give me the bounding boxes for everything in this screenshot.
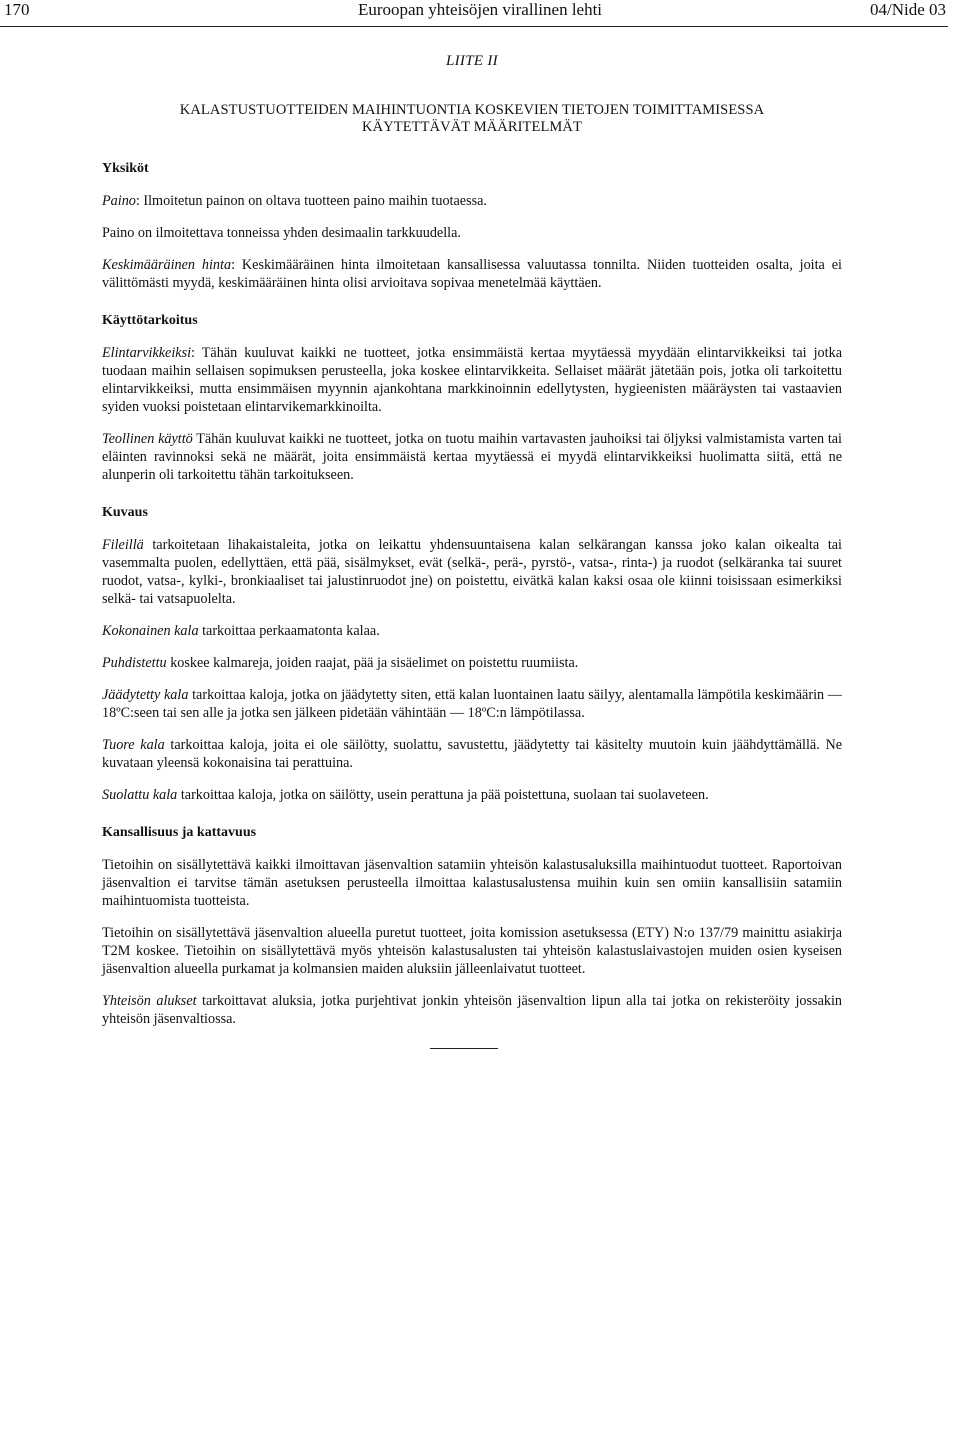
annex-label: LIITE II — [446, 53, 498, 69]
paragraph-frozen-fish — [102, 686, 842, 722]
term-industrial-use: Teollinen käyttö — [102, 431, 193, 447]
title-line-2: KÄYTETTÄVÄT MÄÄRITELMÄT — [362, 119, 582, 135]
section-heading-units: Yksiköt — [102, 161, 149, 176]
paragraph-community-vessels — [102, 992, 842, 1028]
term-salted-fish: Suolattu kala — [102, 787, 178, 803]
document-body — [102, 48, 842, 1049]
text-whole-fish: tarkoittaa perkaamatonta kalaa. — [198, 623, 380, 639]
paragraph-average-price — [102, 256, 842, 292]
journal-title: Euroopan yhteisöjen virallinen lehti — [357, 0, 603, 19]
paragraph-weight-precision: Paino on ilmoitettava tonneissa yhden desimaalin tarkkuudella. — [102, 225, 461, 241]
text-industrial-use: Tähän kuuluvat kaikki ne tuotteet, jotka on tuotu maihin vartavasten jauhoiksi tai öljyksi valmistamista varten tai eläinten ravinnoksi sekä ne määrät, joita ensimmäistä kertaa myytäessä ei myydä elintarvikkeiksi huolimatta siitä, että ne alunperin oli tarkoitettu tähän tarkoitukseen. — [102, 431, 842, 483]
document-title — [102, 102, 842, 136]
term-fillets: Fileillä — [102, 537, 144, 553]
text-salted-fish: tarkoittaa kaloja, jotka on säilötty, usein perattuna ja pää poistettuna, suolaan tai suolaveteen. — [177, 787, 709, 803]
section-heading-purpose: Käyttötarkoitus — [102, 313, 198, 328]
volume-label: 04/Nide 03 — [869, 0, 946, 19]
term-cleaned: Puhdistettu — [102, 655, 167, 671]
text-average-price: : Keskimääräinen hinta ilmoitetaan kansallisessa valuutassa tonnilta. Niiden tuotteiden osalta, joita ei välittömästi myydä, keskimääräinen hinta olisi arvioitava sopivaa menetelmää käyttäen. — [102, 257, 842, 291]
term-fresh-fish: Tuore kala — [102, 737, 165, 753]
page-header — [0, 0, 960, 40]
text-fillets: tarkoitetaan lihakaistaleita, jotka on leikattu yhdensuuntaisena kalan selkärangan kanssa joko kalan oikealta tai vasemmalta puolen, edellyttäen, että pää, sisälmykset, evät (selkä-, perä-, pyrstö-, vatsa-, rinta-) ja ruodot (selkäranka tai suuret ruodot, vatsa-, kylki-, bronkiaaliset tai jalustinruodot jne) on poistettu, eivätkä kalan kaksi osaa ole kiinni toisissaan esimerkiksi selkä- tai vatsapuolelta. — [102, 537, 842, 607]
paragraph-weight — [102, 192, 842, 210]
term-average-price: Keskimääräinen hinta — [102, 257, 232, 273]
paragraph-industrial-use — [102, 430, 842, 484]
page-number: 170 — [4, 0, 30, 19]
term-community-vessels: Yhteisön alukset — [102, 993, 197, 1009]
text-community-vessels: tarkoittavat aluksia, jotka purjehtivat jonkin yhteisön jäsenvaltion lipun alla tai jotka on rekisteröity jossakin yhteisön jäsenvaltiossa. — [102, 993, 842, 1027]
paragraph-fresh-fish — [102, 736, 842, 772]
text-cleaned: koskee kalmareja, joiden raajat, pää ja sisäelimet on poistettu ruumiista. — [166, 655, 579, 671]
end-divider — [430, 1048, 498, 1049]
paragraph-coverage-landings: Tietoihin on sisällytettävä kaikki ilmoittavan jäsenvaltion satamiin yhteisön kalastusaluksilla maihintuodut tuotteet. Raportoivan jäsenvaltion ei tarvitse tämän asetuksen perusteella ilmoittaa kalastusalustensa muihin kuin sen omiin kansallisiin satamiin maihintuomista tuotteista. — [102, 857, 842, 909]
text-food-use: : Tähän kuuluvat kaikki ne tuotteet, jotka ensimmäistä kertaa myytäessä myydään elintarvikkeiksi tai jotka tuodaan maihin sellaisen sopimuksen perusteella, joka koskee elintarvikkeita. Sellaiset määrät jätetään pois, jotka oli tarkoitettu elintarvikkeiksi, mutta ensimmäisen myynnin ajankohtana markkinoinnin edellytysten, hygieenisten määräysten tai vastaavien syiden vuoksi poistetaan elintarvikemarkkinoilta. — [102, 345, 842, 415]
section-heading-description: Kuvaus — [102, 505, 148, 520]
text-frozen-fish: tarkoittaa kaloja, jotka on jäädytetty siten, että kalan luontainen laatu säilyy, alentamalla lämpötila keskimäärin — 18ºC:seen tai sen alle ja jotka sen jälkeen pidetään vähintään — 18ºC:n lämpötilassa. — [102, 687, 842, 721]
term-whole-fish: Kokonainen kala — [102, 623, 199, 639]
term-frozen-fish: Jäädytetty kala — [102, 687, 189, 703]
paragraph-food-use — [102, 344, 842, 416]
term-food-use: Elintarvikkeiksi — [102, 345, 192, 361]
paragraph-whole-fish — [102, 622, 842, 640]
header-divider — [0, 26, 948, 27]
title-line-1: KALASTUSTUOTTEIDEN MAIHINTUONTIA KOSKEVIEN TIETOJEN TOIMITTAMISESSA — [179, 102, 765, 118]
paragraph-salted-fish — [102, 786, 842, 804]
text-weight: : Ilmoitetun painon on oltava tuotteen paino maihin tuotaessa. — [135, 193, 487, 209]
paragraph-cleaned — [102, 654, 842, 672]
section-heading-nationality: Kansallisuus ja kattavuus — [102, 825, 257, 840]
text-fresh-fish: tarkoittaa kaloja, joita ei ole säilötty, suolattu, savustettu, jäädytetty tai käsitelty muutoin kuin jäähdyttämällä. Ne kuvataan yleensä kokonaisina tai perattuina. — [102, 737, 842, 771]
term-weight: Paino — [102, 193, 136, 209]
paragraph-coverage-t2m: Tietoihin on sisällytettävä jäsenvaltion alueella puretut tuotteet, joita komission asetuksessa (ETY) N:o 137/79 mainittu asiakirja T2M koskee. Tietoihin on sisällytettävä myös yhteisön kalastusalusten tai yhteisön kalastuslaivastojen muiden osien kyseisen jäsenvaltion alueella purkamat ja kolmansien maiden aluksiin jälleenlaivatut tuotteet. — [102, 925, 842, 977]
paragraph-fillets — [102, 536, 842, 608]
